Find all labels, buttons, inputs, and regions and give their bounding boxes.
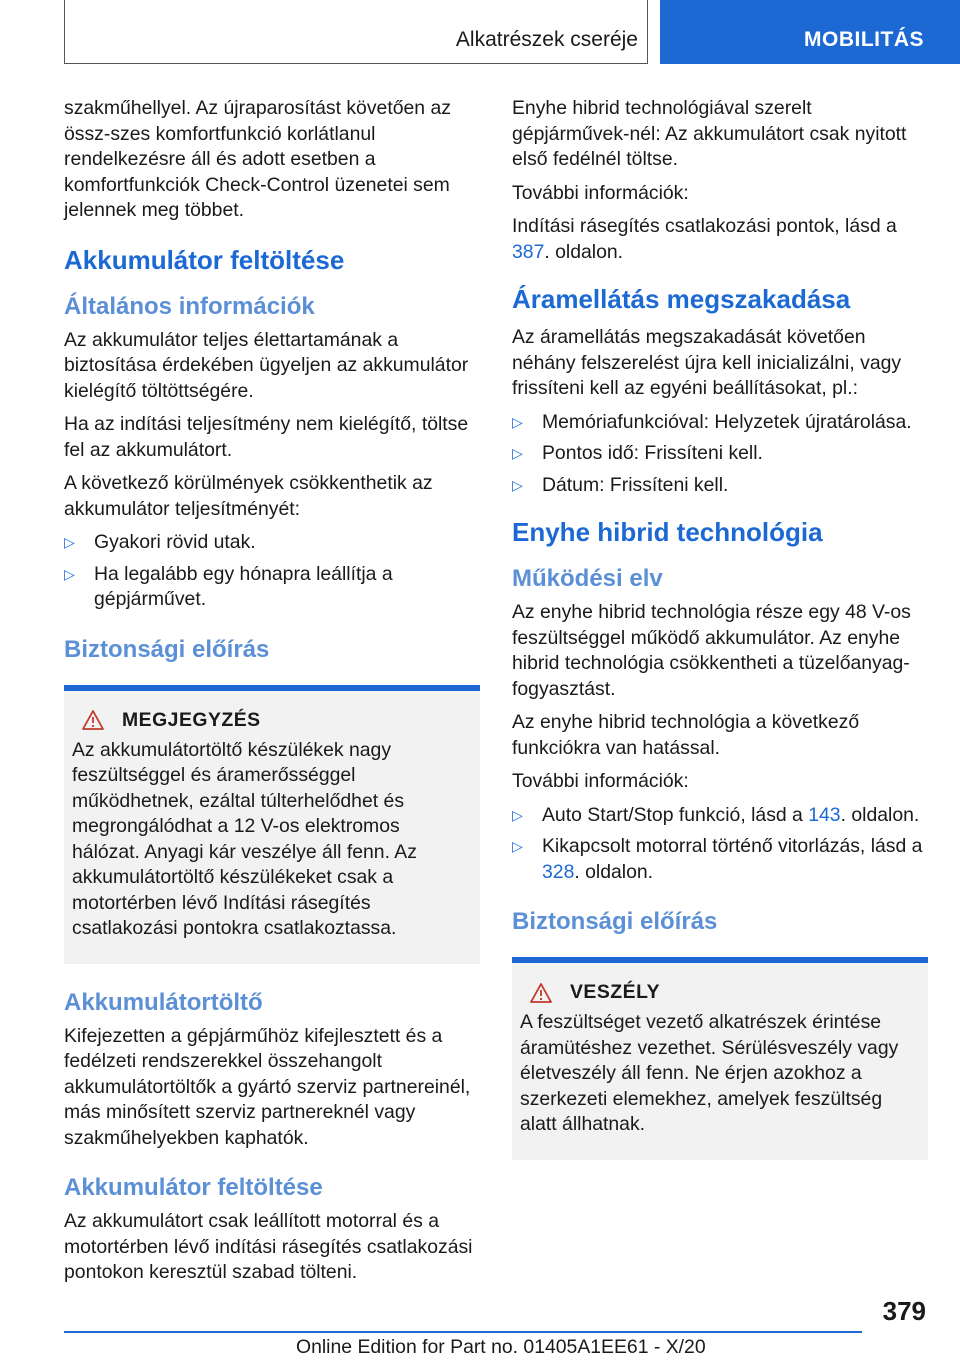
triangle-bullet-icon: ▷ [64, 565, 75, 582]
paragraph: További információk: [512, 770, 689, 792]
paragraph: Kifejezetten a gépjárműhöz kifejlesztett és a fedélzeti rendszerekkel összehangolt akkumulátortöltők a gyártó szerviz partnereinél, más minősített szerviz partnereknél vagy szakműhelyekben kaphatók. [64, 1024, 471, 1149]
heading-battery-charging-2: Akkumulátor feltöltése [64, 1174, 323, 1201]
intro-paragraph: szakműhellyel. Az újraparosítást követően az össz-szes komfortfunkció korlátlanul rendelkezésre áll és adott esetben a komfortfunkciók Check-Control üzenetei sem jelennek meg többet. [64, 97, 451, 221]
paragraph: Az áramellátás megszakadását követően néhány felszerelést újra kell inicializálni, vagy frissíteni kell az egyéni beállításokat, pl.: [512, 326, 902, 399]
paragraph: További információk: [512, 181, 689, 204]
paragraph: Az enyhe hibrid technológia része egy 48 V-os feszültséggel működő akkumulátor. Az enyhe hibrid technológia csökkentheti a tüzelőanyag-fogyasztást. [512, 601, 911, 700]
list-item: ▷ Ha legalább egy hónapra leállítja a gépjárművet. [64, 562, 393, 610]
heading-operating-principle: Működési elv [512, 565, 663, 592]
list-item: ▷ Kikapcsolt motorral történő vitorlázás, lásd a 328. oldalon. [512, 835, 923, 883]
list-item: ▷ Pontos idő: Frissíteni kell. [512, 441, 928, 467]
paragraph: Ha az indítási teljesítmény nem kielégítő, töltse fel az akkumulátort. [64, 413, 469, 461]
section-title: Alkatrészek cseréje [455, 28, 638, 51]
list-item: ▷ Gyakori rövid utak. [64, 530, 480, 556]
danger-box [512, 957, 928, 1160]
chapter-tab-label: MOBILITÁS [804, 28, 924, 51]
list-item: ▷ Auto Start/Stop funkció, lásd a 143. oldalon. [512, 803, 928, 829]
paragraph: A következő körülmények csökkenthetik az akkumulátor teljesítményét: [64, 472, 433, 520]
notice-title: MEGJEGYZÉS [122, 708, 261, 731]
heading-general-info: Általános információk [64, 292, 315, 320]
list-item: ▷ Memóriafunkcióval: Helyzetek újratárolása. [512, 410, 928, 436]
footer-rule [64, 1331, 862, 1333]
heading-safety: Biztonsági előírás [512, 908, 718, 935]
paragraph: Az enyhe hibrid technológia a következő funkciókra van hatással. [512, 711, 860, 759]
heading-mild-hybrid: Enyhe hibrid technológia [512, 517, 823, 547]
chapter-tab[interactable] [660, 0, 960, 64]
paragraph: Indítási rásegítés csatlakozási pontok, lásd a 387. oldalon. [512, 215, 897, 263]
heading-charger: Akkumulátortöltő [64, 988, 263, 1016]
danger-title: VESZÉLY [570, 981, 661, 1003]
triangle-bullet-icon: ▷ [512, 413, 523, 430]
triangle-bullet-icon: ▷ [512, 445, 523, 461]
notice-text: Az akkumulátortöltő készülékek nagy feszültséggel és áramerősséggel működhetnek, ezáltal túlterhelődhet és megrongálódhat a 12 V-os elektromos hálózat. Anyagi kár veszélye áll fenn. Az akkumulátortöltő készülékeket csak a motortérben lévő Indítási rásegítés csatlakozási pontokra csatlakoztassa. [72, 738, 417, 939]
paragraph: Az akkumulátort csak leállított motorral és a motortérben lévő indítási rásegítés csatlakozási pontokon keresztül szabad tölteni. [64, 1210, 473, 1283]
bullet-list [64, 530, 480, 613]
page-number: 379 [882, 1296, 926, 1326]
warning-icon [530, 983, 552, 1003]
danger-text: A feszültséget vezető alkatrészek érintése áramütéshez vezethet. Sérülésveszély vagy életveszély áll fenn. Ne érjen azokhoz a szerkezeti elemekhez, amelyek feszültség alatt állhatnak. [520, 1011, 899, 1135]
page-link-143[interactable]: 143 [808, 803, 841, 826]
page-link-328[interactable]: 328 [542, 860, 575, 883]
triangle-bullet-icon: ▷ [64, 534, 75, 550]
paragraph: Enyhe hibrid technológiával szerelt gépjárművek-nél: Az akkumulátort csak nyitott első fedélnél töltse. [512, 97, 907, 170]
bullet-list [512, 803, 928, 886]
triangle-bullet-icon: ▷ [512, 806, 523, 823]
list-item: ▷ Dátum: Frissíteni kell. [512, 473, 928, 499]
notice-box [64, 685, 480, 964]
heading-battery-charging: Akkumulátor feltöltése [64, 244, 345, 275]
warning-icon [82, 710, 104, 730]
paragraph: Az akkumulátor teljes élettartamának a biztosítása érdekében ügyeljen az akkumulátor kielégítő töltöttségére. [64, 328, 469, 402]
triangle-bullet-icon: ▷ [512, 838, 523, 854]
heading-power-interruption: Áramellátás megszakadása [512, 284, 851, 314]
right-column [512, 96, 928, 1184]
edition-footer: Online Edition for Part no. 01405A1EE61 - X/20 [296, 1336, 706, 1358]
bullet-list [512, 410, 928, 499]
left-column [64, 96, 480, 1294]
page-link-387[interactable]: 387 [512, 240, 545, 263]
heading-safety: Biztonsági előírás [64, 635, 270, 663]
triangle-bullet-icon: ▷ [512, 476, 523, 493]
